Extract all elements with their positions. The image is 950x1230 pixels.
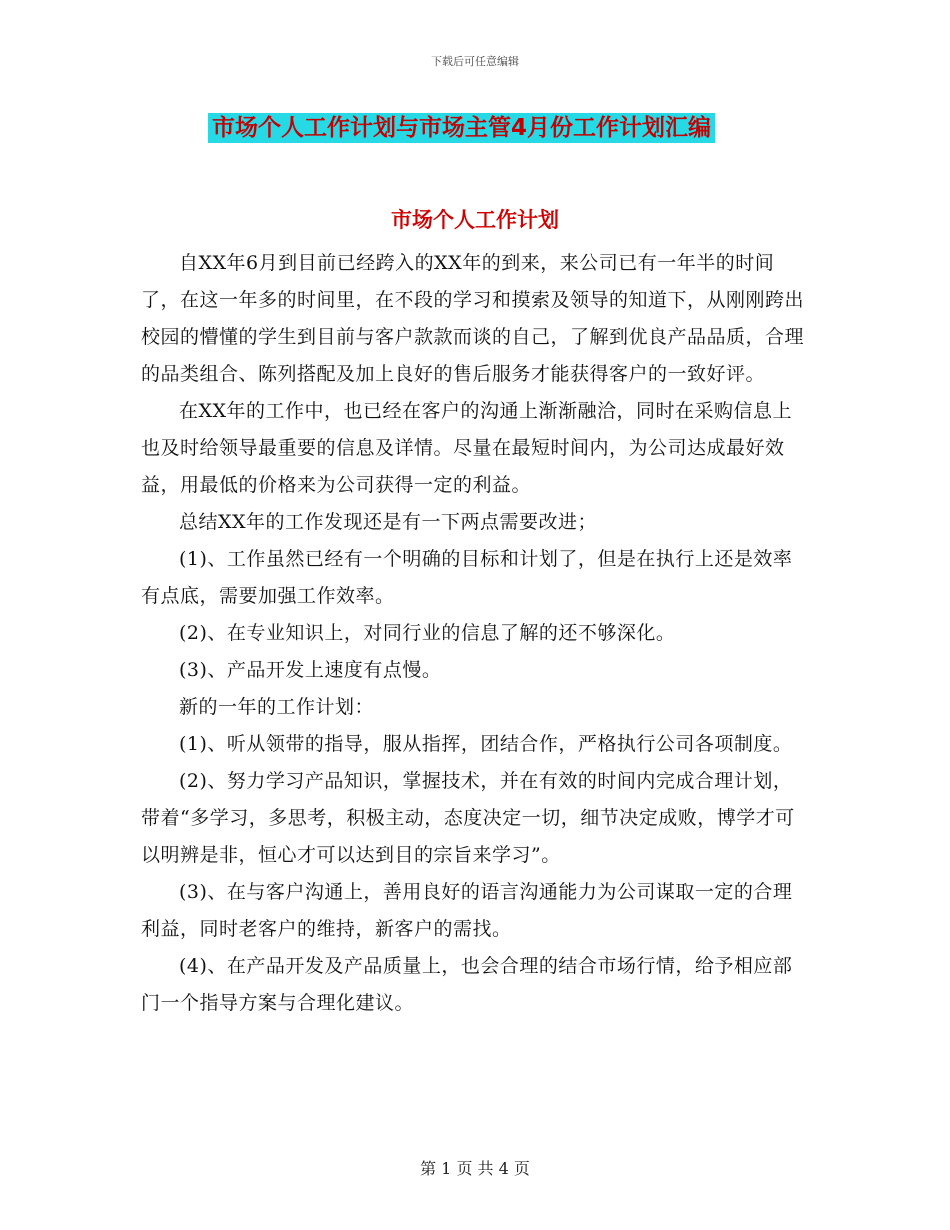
paragraph: 总结XX年的工作发现还是有一下两点需要改进； [179, 511, 598, 533]
paragraph: 新的一年的工作计划： [179, 696, 375, 718]
paragraph: (2)、在专业知识上，对同行业的信息了解的还不够深化。 [179, 622, 676, 644]
paragraph: (4)、在产品开发及产品质量上，也会合理的结合市场行情，给予相应部门一个指导方案与合理化建议。 [141, 955, 793, 1014]
document-body [141, 245, 811, 1022]
document-title: 市场个人工作计划与市场主管4月份工作计划汇编 [208, 113, 715, 143]
paragraph: (1)、听从领带的指导，服从指挥，团结合作，严格执行公司各项制度。 [179, 733, 793, 755]
paragraph: (2)、努力学习产品知识，掌握技术，并在有效的时间内完成合理计划，带着“多学习，多思考，积极主动，态度决定一切，细节决定成败，博学才可以明辨是非，恒心才可以达到目的宗旨来学习”。 [141, 770, 795, 866]
section-title: 市场个人工作计划 [391, 208, 559, 232]
paragraph: 在XX年的工作中，也已经在客户的沟通上渐渐融洽，同时在采购信息上也及时给领导最重要的信息及详情。尽量在最短时间内，为公司达成最好效益，用最低的价格来为公司获得一定的利益。 [141, 400, 793, 496]
page-footer: 第 1 页 共 4 页 [420, 1159, 530, 1178]
paragraph: (1)、工作虽然已经有一个明确的目标和计划了，但是在执行上还是效率有点底，需要加强工作效率。 [141, 548, 793, 607]
paragraph: 自XX年6月到目前已经跨入的XX年的到来，来公司已有一年半的时间了，在这一年多的时间里，在不段的学习和摸索及领导的知道下，从刚刚跨出校园的懵懂的学生到目前与客户款款而谈的自己，了解到优良产品品质，合理的品类组合、陈列搭配及加上良好的售后服务才能获得客户的一致好评。 [141, 252, 805, 385]
paragraph: (3)、产品开发上速度有点慢。 [179, 659, 442, 681]
paragraph: (3)、在与客户沟通上，善用良好的语言沟通能力为公司谋取一定的合理利益，同时老客户的维持，新客户的需找。 [141, 881, 793, 940]
header-note: 下载后可任意编辑 [431, 55, 519, 68]
